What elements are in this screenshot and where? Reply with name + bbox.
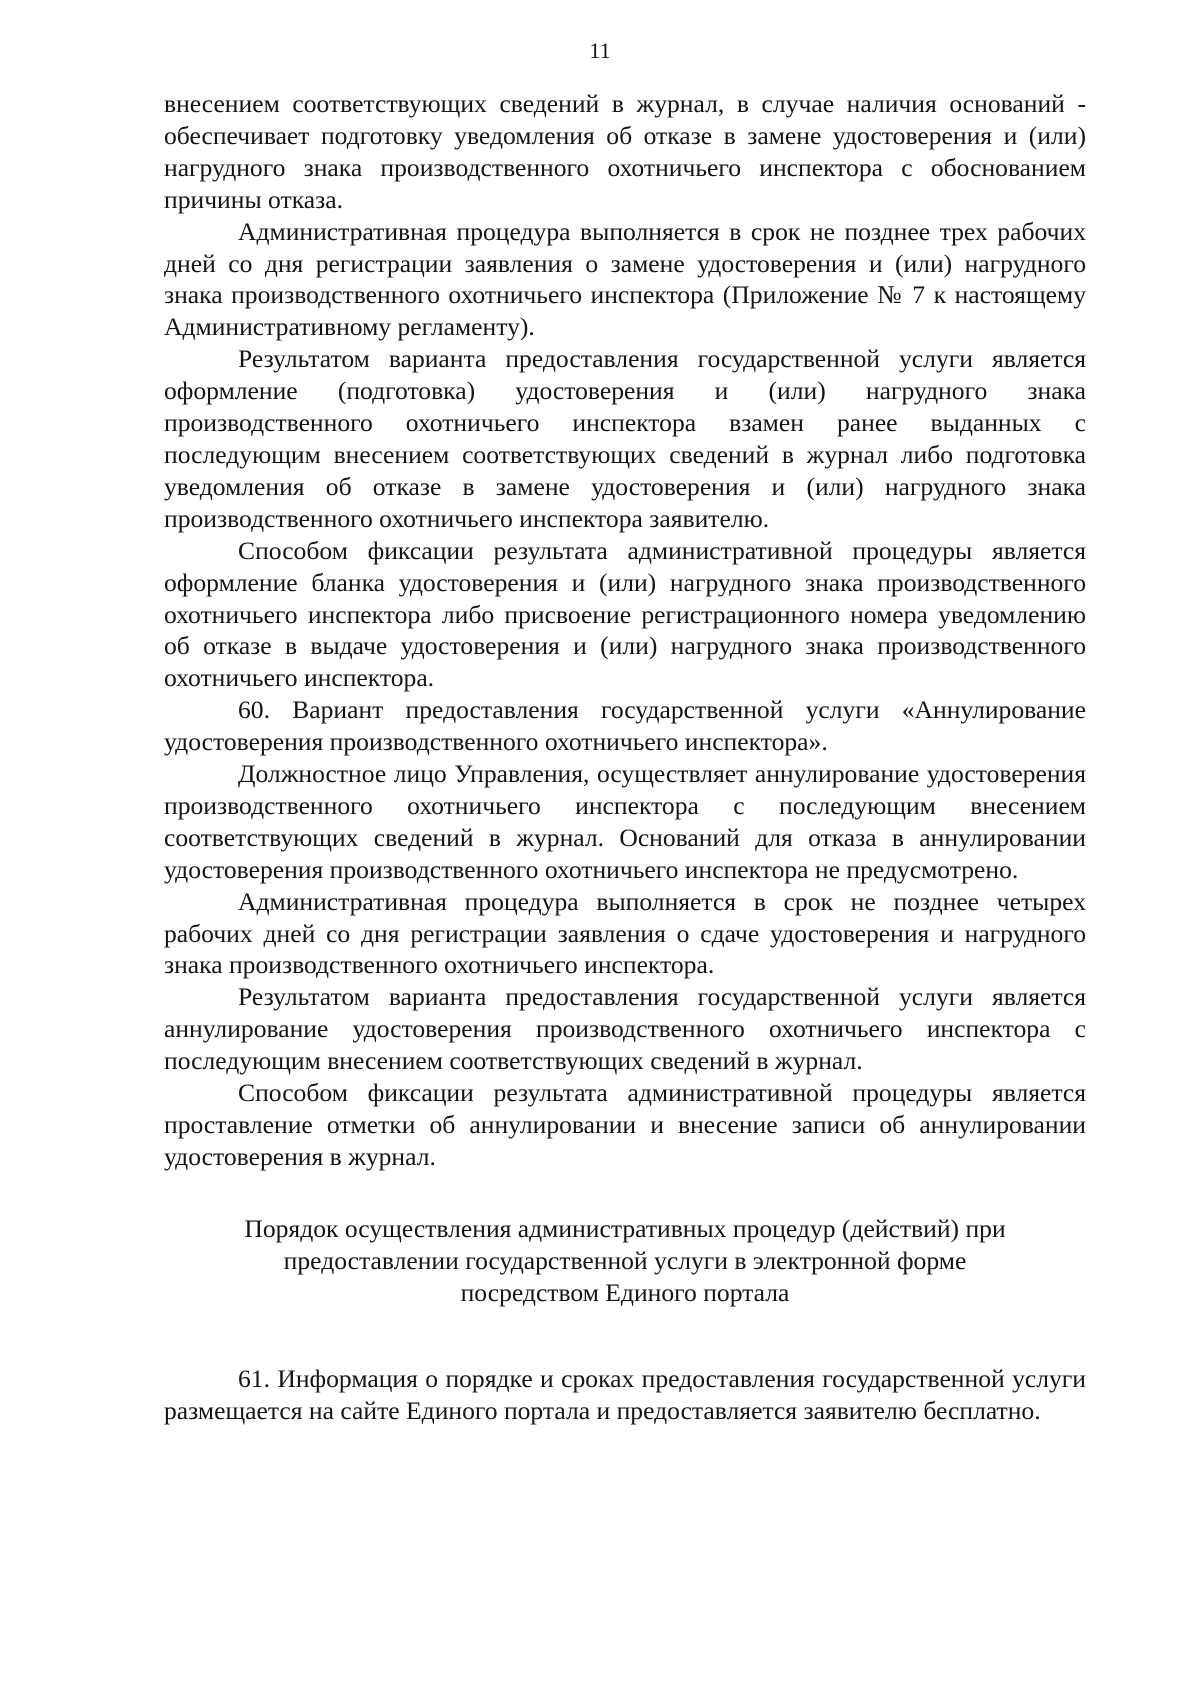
paragraph-fixation-replacement: Способом фиксации результата административной процедуры является оформление бланка удостоверения и (или) нагрудного знака производственного охотничьего инспектора либо присвоение регистрационного номера уведомлению об отказе в выдаче удостоверения и (или) нагрудного знака производственного охотничьего инспектора. [164,535,1086,693]
paragraph-result-replacement: Результатом варианта предоставления государственной услуги является оформление (подготовка) удостоверения и (или) нагрудного знака производственного охотничьего инспектора взамен ранее выданных с последующим внесением соответствующих сведений в журнал либо подготовка уведомления об отказе в замене удостоверения и (или) нагрудного знака производственного охотничьего инспектора заявителю. [164,344,1086,533]
paragraph-continuation: внесением соответствующих сведений в журнал, в случае наличия оснований - обеспечивает подготовку уведомления об отказе в замене удостоверения и (или) нагрудного знака производственного охотничьего инспектора с обоснованием причины отказа. [164,89,1086,214]
paragraph-fixation-annulment: Способом фиксации результата административной процедуры является проставление отметки об аннулировании и внесение записи об аннулировании удостоверения в журнал. [164,1078,1086,1171]
paragraph-procedure-deadline-replacement: Административная процедура выполняется в срок не позднее трех рабочих дней со дня регистрации заявления о замене удостоверения и (или) нагрудного знака производственного охотничьего инспектора (Приложение № 7 к настоящему Административному регламенту). [164,216,1086,342]
paragraph-item-60: 60. Вариант предоставления государственной услуги «Аннулирование удостоверения производственного охотничьего инспектора». [164,695,1086,757]
page-number: 11 [589,38,611,63]
section-heading [164,1213,1086,1309]
section-heading-line-2: предоставлении государственной услуги в электронной форме [283,1245,967,1275]
section-heading-line-1: Порядок осуществления административных процедур (действий) при [244,1213,1006,1243]
paragraph-item-61: 61. Информация о порядке и сроках предоставления государственной услуги размещается на сайте Единого портала и предоставляется заявителю бесплатно. [164,1363,1086,1425]
paragraph-result-annulment: Результатом варианта предоставления государственной услуги является аннулирование удостоверения производственного охотничьего инспектора с последующим внесением соответствующих сведений в журнал. [164,982,1086,1076]
paragraph-official-annulment: Должностное лицо Управления, осуществляет аннулирование удостоверения производственного охотничьего инспектора с последующим внесением соответствующих сведений в журнал. Оснований для отказа в аннулировании удостоверения производственного охотничьего инспектора не предусмотрено. [164,759,1086,884]
section-heading-line-3: посредством Единого портала [460,1277,790,1307]
document-body [164,88,1086,1427]
paragraph-procedure-deadline-annulment: Административная процедура выполняется в срок не позднее четырех рабочих дней со дня регистрации заявления о сдаче удостоверения и нагрудного знака производственного охотничьего инспектора. [164,886,1086,980]
